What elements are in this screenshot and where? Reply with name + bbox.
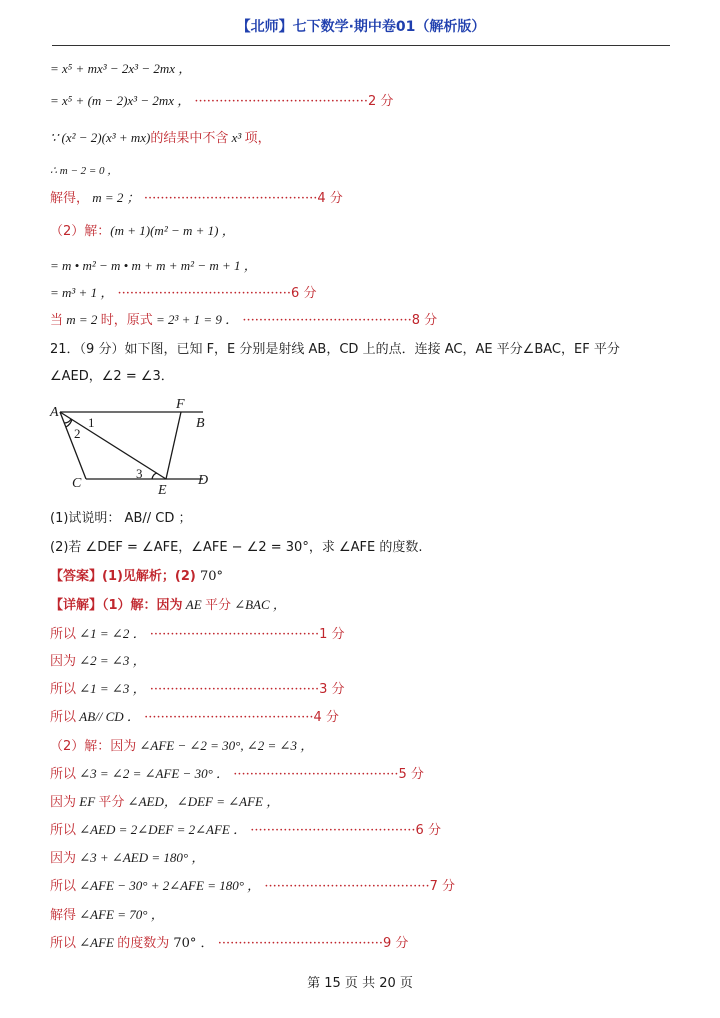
math-expression: ∠AED，∠DEF = ∠AFE ， bbox=[124, 794, 280, 809]
math-expression: ∠1 = ∠2 ． bbox=[76, 626, 146, 641]
segment-ae bbox=[60, 412, 166, 479]
label-c: C bbox=[72, 476, 82, 491]
math-line bbox=[50, 311, 437, 330]
math-expression: m = 2 bbox=[63, 312, 101, 327]
math-line bbox=[50, 222, 235, 241]
angle-arc-3 bbox=[152, 473, 157, 479]
solution-line bbox=[50, 737, 313, 756]
solution-line bbox=[50, 906, 164, 925]
solution-line bbox=[50, 765, 424, 784]
score-label: 5 分 bbox=[398, 767, 424, 782]
question-text: ∠AED，∠2 = ∠3． bbox=[50, 369, 174, 384]
score-dots: ·········································· bbox=[143, 191, 318, 206]
math-expression: = x⁵ + (m − 2)x³ − 2mx ， bbox=[50, 93, 191, 108]
score-dots: ········································ bbox=[250, 823, 416, 838]
label-b: B bbox=[196, 416, 205, 431]
explanation-text: （2）解： bbox=[50, 224, 111, 239]
page-header: 【北师】七下数学·期中卷01（解析版） bbox=[236, 19, 486, 35]
math-line: ∴ m − 2 = 0 ， bbox=[50, 165, 119, 177]
score-dots: ········································· bbox=[144, 710, 314, 725]
solution-text: 所以 bbox=[50, 710, 77, 725]
detail-line bbox=[50, 596, 286, 615]
angle-label-3: 3 bbox=[136, 466, 143, 481]
score-label: 4 分 bbox=[317, 191, 343, 206]
math-expression: ∠3 = ∠2 = ∠AFE − 30° ． bbox=[76, 766, 230, 781]
label-e: E bbox=[158, 483, 167, 498]
page-footer: 第 15 页 共 20 页 bbox=[307, 976, 413, 991]
answer-value: 70° bbox=[195, 569, 224, 584]
math-expression: ∠2 = ∠3 ， bbox=[76, 653, 146, 668]
score-dots: ·········································· bbox=[117, 286, 292, 301]
label-d: D bbox=[198, 473, 209, 488]
solution-line bbox=[50, 849, 204, 868]
header-divider bbox=[52, 45, 670, 46]
subquestion-text: (1)试说明： AB// CD ； bbox=[50, 511, 192, 526]
solution-text: 所以 bbox=[50, 767, 77, 782]
solution-text: 因为 bbox=[50, 795, 77, 810]
score-label: 4 分 bbox=[313, 710, 339, 725]
label-f: F bbox=[176, 397, 185, 412]
segment-ef bbox=[166, 412, 181, 479]
score-dots: ········································· bbox=[242, 313, 412, 328]
geometry-figure bbox=[48, 394, 228, 498]
math-expression: ∠AFE bbox=[76, 935, 118, 950]
math-expression: AB// CD ． bbox=[76, 709, 140, 724]
math-line bbox=[50, 284, 316, 303]
solution-line bbox=[50, 793, 279, 812]
score-dots: ········································ bbox=[217, 936, 383, 951]
solution-text: 所以 bbox=[50, 879, 77, 894]
math-expression: EF bbox=[76, 794, 99, 809]
math-expression: ∠AFE − 30° + 2∠AFE = 180° ， bbox=[76, 878, 261, 893]
label-a: A bbox=[50, 405, 59, 420]
score-label: 1 分 bbox=[319, 627, 345, 642]
math-expression: ∠3 + ∠AED = 180° ， bbox=[76, 850, 205, 865]
solution-line bbox=[50, 708, 339, 727]
math-line bbox=[50, 129, 271, 148]
math-expression: 70° ． bbox=[169, 936, 214, 951]
solution-text: 解得 bbox=[50, 908, 77, 923]
score-label: 3 分 bbox=[319, 682, 345, 697]
solution-text: 所以 bbox=[50, 823, 77, 838]
math-line: = x⁵ + mx³ − 2x³ − 2mx ， bbox=[50, 61, 192, 76]
angle-label-1: 1 bbox=[88, 415, 95, 430]
score-label: 6 分 bbox=[291, 286, 317, 301]
math-expression: ∠AED = 2∠DEF = 2∠AFE ． bbox=[76, 822, 247, 837]
question-text: 21．（9 分）如下图，已知 F，E 分别是射线 AB，CD 上的点．连接 AC，AE 平分∠BAC，EF 平分 bbox=[50, 342, 620, 357]
explanation-text: 时，原式 bbox=[100, 313, 153, 328]
score-label: 6 分 bbox=[415, 823, 441, 838]
solution-text: 所以 bbox=[50, 627, 77, 642]
solution-line bbox=[50, 821, 441, 840]
math-expression: = 2³ + 1 = 9 ． bbox=[152, 312, 239, 327]
segment-ac bbox=[60, 412, 86, 479]
solution-text: 平分 bbox=[98, 795, 125, 810]
subquestion-text: (2)若 ∠DEF = ∠AFE，∠AFE − ∠2 = 30°，求 ∠AFE 的度数. bbox=[50, 540, 423, 555]
score-label: 8 分 bbox=[411, 313, 438, 328]
score-label: 7 分 bbox=[429, 879, 456, 894]
score-label: 9 分 bbox=[383, 936, 409, 951]
solution-line bbox=[50, 625, 345, 644]
solution-text: 因为 bbox=[50, 851, 77, 866]
solution-line bbox=[50, 934, 408, 953]
score-dots: ········································· bbox=[149, 682, 320, 697]
explanation-text: 的结果中不含 bbox=[150, 131, 229, 146]
angle-arc-2 bbox=[64, 419, 71, 423]
detail-text: 【详解】（1）解：因为 bbox=[50, 598, 183, 613]
math-expression: ∠1 = ∠3 ， bbox=[76, 681, 146, 696]
math-line: = m • m² − m • m + m + m² − m + 1 ， bbox=[50, 258, 257, 273]
math-line bbox=[50, 189, 343, 208]
score-dots: ········································ bbox=[264, 879, 430, 894]
answer-line bbox=[50, 568, 223, 586]
answer-text: 【答案】(1)见解析；(2) bbox=[50, 569, 196, 584]
math-expression: m = 2 ； bbox=[89, 190, 140, 205]
math-expression: (m + 1)(m² − m + 1) ， bbox=[110, 223, 235, 238]
angle-label-2: 2 bbox=[74, 426, 81, 441]
math-expression: ∠AFE = 70° ， bbox=[76, 907, 164, 922]
math-expression: ∵ (x² − 2)(x³ + mx) bbox=[50, 130, 151, 145]
solution-line bbox=[50, 652, 146, 671]
solution-text: 所以 bbox=[50, 936, 77, 951]
explanation-text: 当 bbox=[50, 313, 64, 328]
score-label: 2 分 bbox=[367, 94, 394, 109]
detail-text: 平分 bbox=[204, 598, 231, 613]
solution-text: 因为 bbox=[50, 654, 77, 669]
solution-line bbox=[50, 680, 345, 699]
score-dots: ········································ bbox=[233, 767, 399, 782]
explanation-text: 解得， bbox=[50, 191, 90, 206]
math-expression: AE bbox=[182, 597, 205, 612]
solution-text: 的度数为 bbox=[117, 936, 170, 951]
score-dots: ········································· bbox=[149, 627, 320, 642]
math-expression: ∠BAC ， bbox=[230, 597, 286, 612]
solution-line bbox=[50, 877, 455, 896]
math-expression: x³ bbox=[228, 130, 245, 145]
math-expression: ∠AFE − ∠2 = 30°, ∠2 = ∠3 ， bbox=[136, 738, 314, 753]
solution-text: 所以 bbox=[50, 682, 77, 697]
solution-text: （2）解：因为 bbox=[50, 739, 137, 754]
math-expression: = m³ + 1 ， bbox=[50, 285, 114, 300]
score-dots: ·········································· bbox=[194, 94, 368, 109]
math-line bbox=[50, 92, 393, 111]
explanation-text: 项， bbox=[244, 131, 271, 146]
